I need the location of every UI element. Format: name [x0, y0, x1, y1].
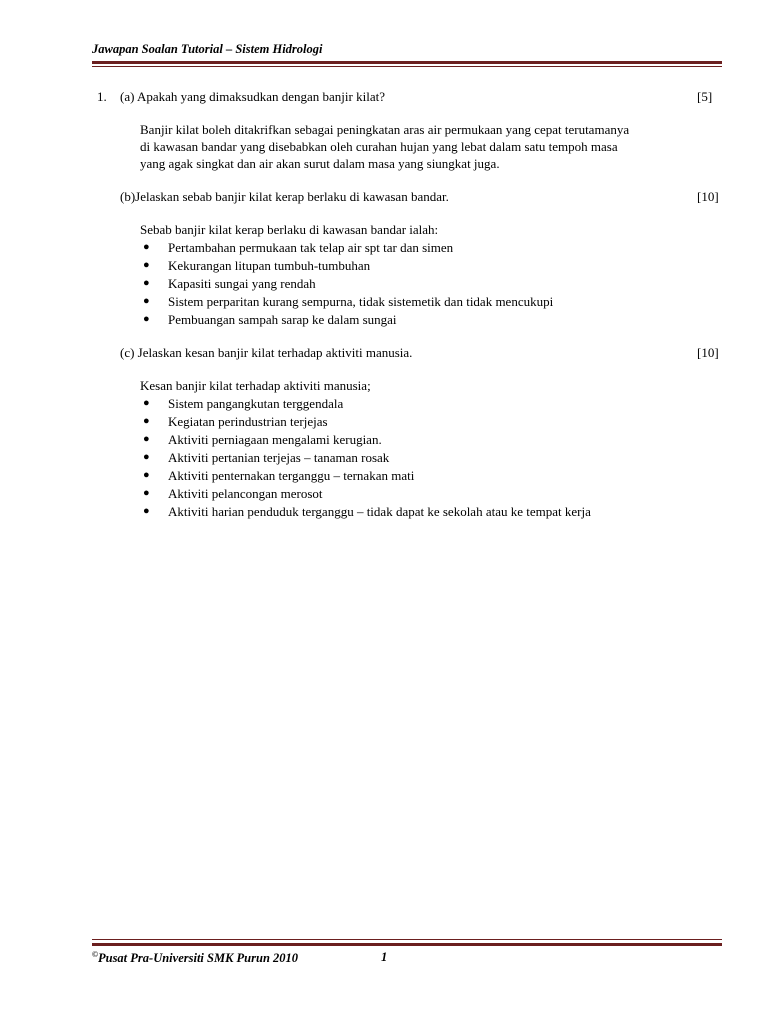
- header-rule-thick: [92, 61, 722, 64]
- bullet-icon: ●: [143, 505, 150, 517]
- answer-b-intro: Sebab banjir kilat kerap berlaku di kawasan bandar ialah:: [140, 222, 439, 237]
- answer-a-line: yang agak singkat dan air akan surut dalam masa yang siungkat juga.: [140, 156, 500, 171]
- list-item: Kekurangan litupan tumbuh-tumbuhan: [168, 258, 371, 273]
- bullet-icon: ●: [143, 433, 150, 445]
- copyright-symbol: ©: [92, 950, 98, 959]
- answer-a-line: di kawasan bandar yang disebabkan oleh curahan hujan yang lebat dalam satu tempoh masa: [140, 139, 618, 154]
- list-item: Sistem perparitan kurang sempurna, tidak sistemetik dan tidak mencukupi: [168, 294, 554, 309]
- question-number: 1.: [97, 89, 107, 104]
- bullet-icon: ●: [143, 277, 150, 289]
- question-b-prompt: (b)Jelaskan sebab banjir kilat kerap berlaku di kawasan bandar.: [120, 189, 449, 204]
- page-number: 1: [381, 950, 388, 964]
- list-item: Kapasiti sungai yang rendah: [168, 276, 316, 291]
- page-header-title: Jawapan Soalan Tutorial – Sistem Hidrologi: [92, 42, 323, 56]
- list-item: Kegiatan perindustrian terjejas: [168, 414, 328, 429]
- list-item: Aktiviti pertanian terjejas – tanaman rosak: [168, 450, 390, 465]
- list-item: Aktiviti harian penduduk terganggu – tidak dapat ke sekolah atau ke tempat kerja: [168, 504, 591, 519]
- footer-rule-thick: [92, 943, 722, 946]
- question-c-marks: [10]: [697, 345, 719, 360]
- list-item: Aktiviti perniagaan mengalami kerugian.: [168, 432, 382, 447]
- bullet-icon: ●: [143, 487, 150, 499]
- list-item: Sistem pangangkutan terggendala: [168, 396, 344, 411]
- question-b-marks: [10]: [697, 189, 719, 204]
- bullet-icon: ●: [143, 241, 150, 253]
- question-c-prompt: (c) Jelaskan kesan banjir kilat terhadap aktiviti manusia.: [120, 345, 413, 360]
- footer-institution: Pusat Pra-Universiti SMK Purun 2010: [97, 951, 299, 966]
- list-item: Aktiviti pelancongan merosot: [168, 486, 323, 501]
- list-item: Pertambahan permukaan tak telap air spt tar dan simen: [168, 240, 454, 255]
- answer-c-intro: Kesan banjir kilat terhadap aktiviti manusia;: [140, 378, 371, 393]
- question-a-marks: [5]: [697, 89, 713, 104]
- footer-rule-thin: [92, 939, 722, 940]
- header-rule-thin: [92, 66, 722, 67]
- list-item: Aktiviti penternakan terganggu – ternakan mati: [168, 468, 415, 483]
- bullet-icon: ●: [143, 451, 150, 463]
- bullet-icon: ●: [143, 397, 150, 409]
- bullet-icon: ●: [143, 313, 150, 325]
- list-item: Pembuangan sampah sarap ke dalam sungai: [168, 312, 397, 327]
- bullet-icon: ●: [143, 469, 150, 481]
- question-a-prompt: (a) Apakah yang dimaksudkan dengan banjir kilat?: [120, 89, 385, 104]
- footer-text: [92, 950, 298, 966]
- bullet-icon: ●: [143, 415, 150, 427]
- bullet-icon: ●: [143, 295, 150, 307]
- answer-a-line: Banjir kilat boleh ditakrifkan sebagai peningkatan aras air permukaan yang cepat terutamanya: [140, 122, 630, 137]
- bullet-icon: ●: [143, 259, 150, 271]
